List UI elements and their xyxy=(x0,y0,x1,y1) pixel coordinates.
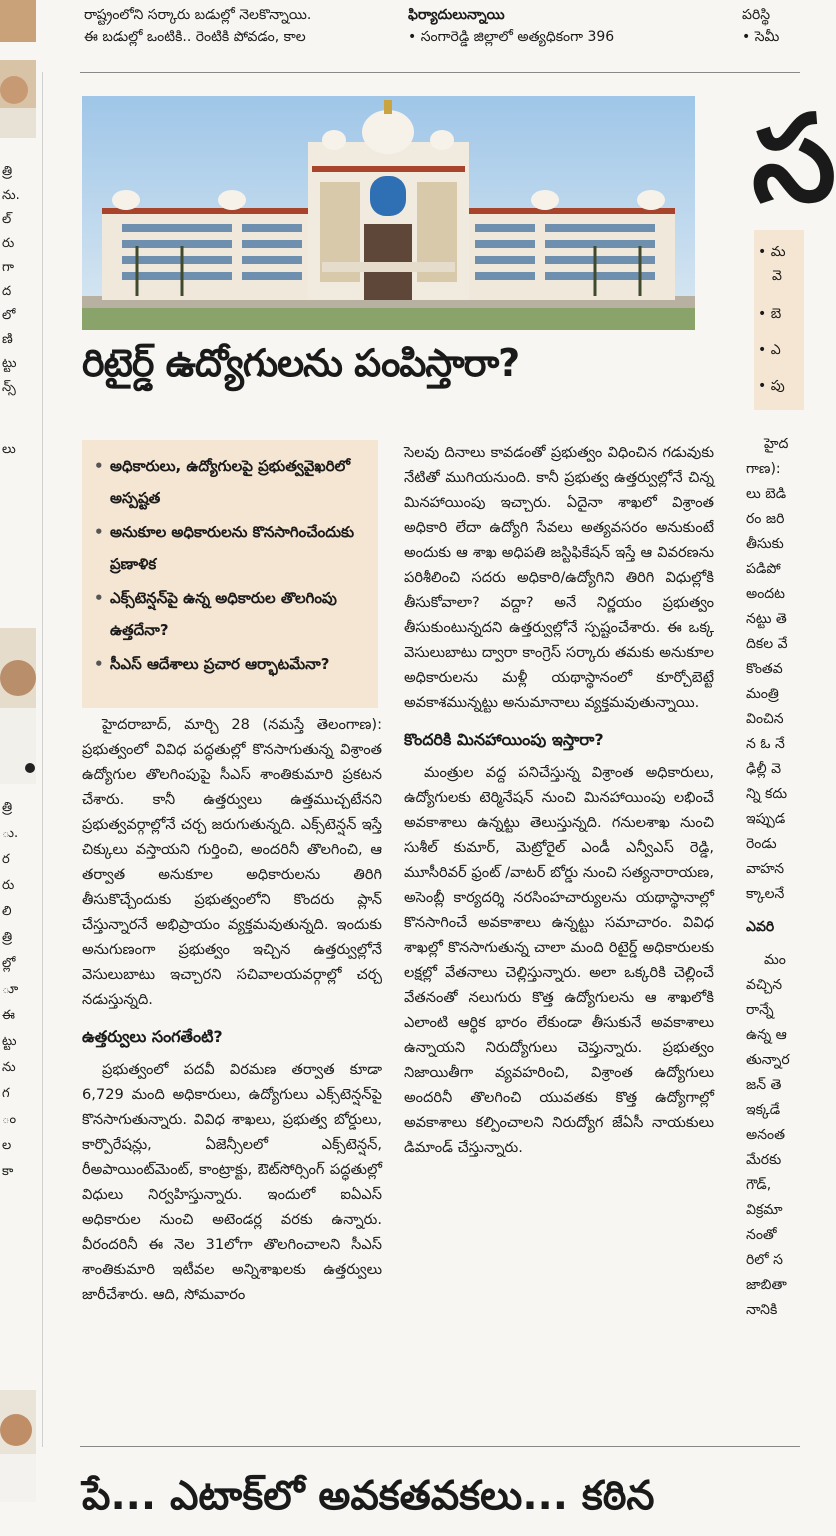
portrait-3-icon xyxy=(0,1390,36,1502)
right-key-points-box xyxy=(754,230,804,410)
top-strip xyxy=(0,0,800,72)
left-fragment: త్రి xyxy=(2,800,13,815)
left-fragment: ట్టు xyxy=(2,1034,17,1049)
article-subheading: కొందరికి మినహాయింపు ఇస్తారా? xyxy=(404,730,604,749)
right-article-text: హైద గాణ): లు బెడి రం జరి తీసుకు పడిపో అందట నట్టు తె దికల వే కొంతవ మంత్రి వించిన న ఓ నే ఢిల్లీ వె న్ని కదు ఇప్పుడ రెండు వాహన క్కాలనే ఎవరి మం వచ్చిన రాన్నే ఉన్న ఆ తున్నార జన్ తె ఇక్కడే అనంత మేరకు గౌడ్, విక్రమా నంతో రిలో స జాబితా నానికి xyxy=(746,432,806,1323)
left-fragment: గ xyxy=(2,1086,10,1101)
left-fragment: ు. xyxy=(2,826,19,841)
left-photo-portrait-2 xyxy=(0,628,36,784)
left-photo-top xyxy=(0,0,36,42)
top-middle-column-text: ఫిర్యాదులున్నాయి • సంగారెడ్డి జిల్లాలో అత్యధికంగా 396 xyxy=(408,7,615,45)
left-fragment: ద xyxy=(2,284,12,299)
key-point: • ఎక్స్‌టెన్షన్‌పై ఉన్న అధికారుల తొలగింపు ఉత్తదేనా? xyxy=(92,582,368,646)
left-fragment: ను. xyxy=(2,188,20,203)
article-subheading: ఉత్తర్వులు సంగతేంటి? xyxy=(82,1027,223,1046)
left-photo-portrait-3 xyxy=(0,1390,36,1502)
left-fragment: ట్టు xyxy=(2,356,17,371)
left-fragment: త్రి xyxy=(2,930,13,945)
left-fragment: ూ xyxy=(2,982,19,997)
left-fragment: ను xyxy=(2,1060,16,1075)
right-key-point: వె xyxy=(772,268,782,284)
right-subheading: ఎవరి xyxy=(746,919,775,935)
article-paragraph: సెలవు దినాలు కావడంతో ప్రభుత్వం విధించిన గడువుకు నేటితో ముగియనుంది. కానీ ప్రభుత్వ ఉత్తర్వుల్లోనే చిన్న మినహాయింపు ఇచ్చారు. ఏదైనా శాఖలో విశ్రాంత అధికారి లేదా ఉద్యోగి సేవలు అత్యవసరం అనుకుంటే అందుకు ఆ శాఖ అధిపతి జస్టిఫికేషన్ ఇస్తే ఆ వివరణను పరిశీలించి సదరు అధికారి/ఉద్యోగిని తిరిగి విధుల్లోకి తీసుకోవాలా? వద్దా? అనే నిర్ణయం ప్రభుత్వం తీసుకుంటున్నదని ఉత్తర్వుల్లోనే స్పష్టంచేశారు. ఈ ఒక్క వెసులుబాటు ద్వారా కాంగ్రెస్ సర్కారు తమకు అనుకూల అధికారులను మళ్లీ యథాస్థానంలో కూర్చోబెట్టే అవకాశమున్నట్టు అనుమానాలు వ్యక్తమవుతున్నాయి. xyxy=(404,444,714,711)
left-fragment: ం xyxy=(2,1112,17,1127)
right-key-point: • పు xyxy=(758,378,785,394)
left-fragment: లో xyxy=(2,308,16,323)
top-rule xyxy=(80,72,800,73)
hero-photo-secretariat xyxy=(82,96,695,330)
key-points-box xyxy=(82,440,378,708)
portrait-2-icon xyxy=(0,628,36,784)
right-key-point: • మ xyxy=(758,244,786,260)
article-column-2 xyxy=(404,440,714,1160)
top-right-column-text: పరిస్థి • సెమీ xyxy=(742,7,780,45)
left-fragment: రు xyxy=(2,878,15,893)
key-point: • సీఎస్ ఆదేశాలు ప్రచార ఆర్భాటమేనా? xyxy=(92,648,368,680)
left-fragment: లి xyxy=(2,904,12,919)
right-headline-fragment: స xyxy=(752,90,836,229)
left-fragment: ల్లో xyxy=(2,956,16,971)
article-column-1 xyxy=(82,712,382,1307)
right-neighbor-article xyxy=(740,90,836,1440)
article-paragraph: హైదరాబాద్, మార్చి 28 (నమస్తే తెలంగాణ): ప్రభుత్వంలో వివిధ పద్ధతుల్లో కొనసాగుతున్న విశ్రాంత ఉద్యోగుల తొలగింపుపై సీఎస్ శాంతికుమారి ప్రకటన చేశారు. కానీ ఉత్తర్వులు ఉత్తముచ్చటేనని ప్రభుత్వవర్గాల్లోనే చర్చ జరుగుతున్నది. ఎక్స్‌టెన్షన్ ఇస్తే చిక్కులు వస్తాయని గుర్తించి, అందరినీ తొలగించి, ఆ తర్వాత అనుకూల అధికారులను తిరిగి తీసుకొచ్చేందుకు ప్రభుత్వంలోని కొందరు ప్లాన్ చేస్తున్నారనే అభిప్రాయం వ్యక్తమవుతున్నది. ఇందుకు అనుగుణంగా ప్రభుత్వం ఇచ్చిన ఉత్తర్వుల్లోనే వెసులుబాటు ఇచ్చారని సచివాలయవర్గాల్లో చర్చ నడుస్తున్నది. xyxy=(82,716,382,1008)
article-headline: రిటైర్డ్ ఉద్యోగులను పంపిస్తారా? xyxy=(82,341,520,385)
secretariat-building-illustration xyxy=(82,96,695,330)
article-paragraph: ప్రభుత్వంలో పదవీ విరమణ తర్వాత కూడా 6,729 మంది అధికారులు, ఉద్యోగులు ఎక్స్‌టెన్షన్‌పై కొనసాగుతున్నారు. వివిధ శాఖలు, ప్రభుత్వ బోర్డులు, కార్పొరేషన్లు, ఏజెన్సీలలో ఎక్స్‌టెన్షన్, రీఅపాయింట్‌మెంట్, కాంట్రాక్టు, ఔట్‌సోర్సింగ్ పద్ధతుల్లో విధులు నిర్వహిస్తున్నారు. ఇందులో ఐఏఎస్ అధికారుల నుంచి అటెండర్ల వరకు ఉన్నారు. వీరందరినీ ఈ నెల 31లోగా తొలగించాలని సీఎస్ శాంతికుమారి ఇటీవల అన్నిశాఖలకు ఉత్తర్వులు జారీచేశారు. ఆది, సోమవారం xyxy=(82,1061,382,1303)
left-fragment: కా xyxy=(2,1164,14,1179)
left-photo-portrait-1 xyxy=(0,60,36,138)
left-fragment: ణి xyxy=(2,332,13,347)
left-fragment: త్రి xyxy=(2,164,13,179)
bottom-headline-fragment: పే... ఎటాక్‌లో అవకతవకలు... కఠిన xyxy=(82,1473,655,1519)
key-point: • అధికారులు, ఉద్యోగులపై ప్రభుత్వవైఖరిలో అస్పష్టత xyxy=(92,450,368,514)
left-fragment: ల xyxy=(2,1138,12,1153)
right-key-point: • బె xyxy=(758,306,782,322)
left-fragment: గా xyxy=(2,260,14,275)
column-divider xyxy=(42,72,43,1447)
bottom-rule xyxy=(80,1446,800,1447)
left-fragment: లు xyxy=(2,442,16,457)
left-fragment: న్స్ xyxy=(2,380,16,395)
article-paragraph: మంత్రుల వద్ద పనిచేస్తున్న విశ్రాంత అధికారులు, ఉద్యోగులకు టెర్మినేషన్ నుంచి మినహాయింపు లభించే అవకాశాలు ఉన్నట్టు తెలుస్తున్నది. గనులశాఖ నుంచి సుశీల్ కుమార్, మెట్రోరైల్ ఎండీ ఎన్వీఎస్ రెడ్డి, మూసీరివర్ ఫ్రంట్ /వాటర్ బోర్డు నుంచి సత్యనారాయణ, అసెంబ్లీ కార్యదర్శి నరసింహచార్యులను యథాస్థానాల్లో కొనసాగించే అవకాశాలు ఉన్నట్టు సమాచారం. వివిధ శాఖల్లో కొనసాగుతున్న చాలా మంది రిటైర్డ్ అధికారులకు లక్షల్లో వేతనాలు చెల్లిస్తున్నారు. అలా ఒక్కరికి చెల్లించే వేతనంతో నలుగురు కొత్త ఉద్యోగులను ఆ శాఖలోకి ఎలాంటి ఆర్థిక భారం లేకుండా తీసుకునే అవకాశాలు ఉన్నాయని నిరుద్యోగులు చెప్తున్నారు. ప్రభుత్వం నిజాయితీగా వ్యవహరించి, విశ్రాంత ఉద్యోగులు అందరినీ తొలగించి యువతకు కొత్త ఉద్యోగాల్లో అవకాశాలు కల్పించాలని నిరుద్యోగ జేఏసీ నాయకులు డిమాండ్ చేస్తున్నారు. xyxy=(404,764,714,1156)
left-fragment: ర xyxy=(2,852,10,867)
left-fragment: ల్ xyxy=(2,212,12,227)
top-left-column-text: రాష్ట్రంలోని సర్కారు బడుల్లో నెలకొన్నాయి. ఈ బడుల్లో ఒంటికి.. రెంటికి పోవడం, కాల xyxy=(84,7,312,45)
portrait-1-icon xyxy=(0,60,36,138)
left-neighbor-column xyxy=(0,0,36,1502)
left-fragment: రు xyxy=(2,236,15,251)
left-fragment: ఈ xyxy=(2,1008,15,1023)
key-point: • అనుకూల అధికారులను కొనసాగించేందుకు ప్రణాళిక xyxy=(92,516,368,580)
right-key-point: • ఎ xyxy=(758,342,781,358)
